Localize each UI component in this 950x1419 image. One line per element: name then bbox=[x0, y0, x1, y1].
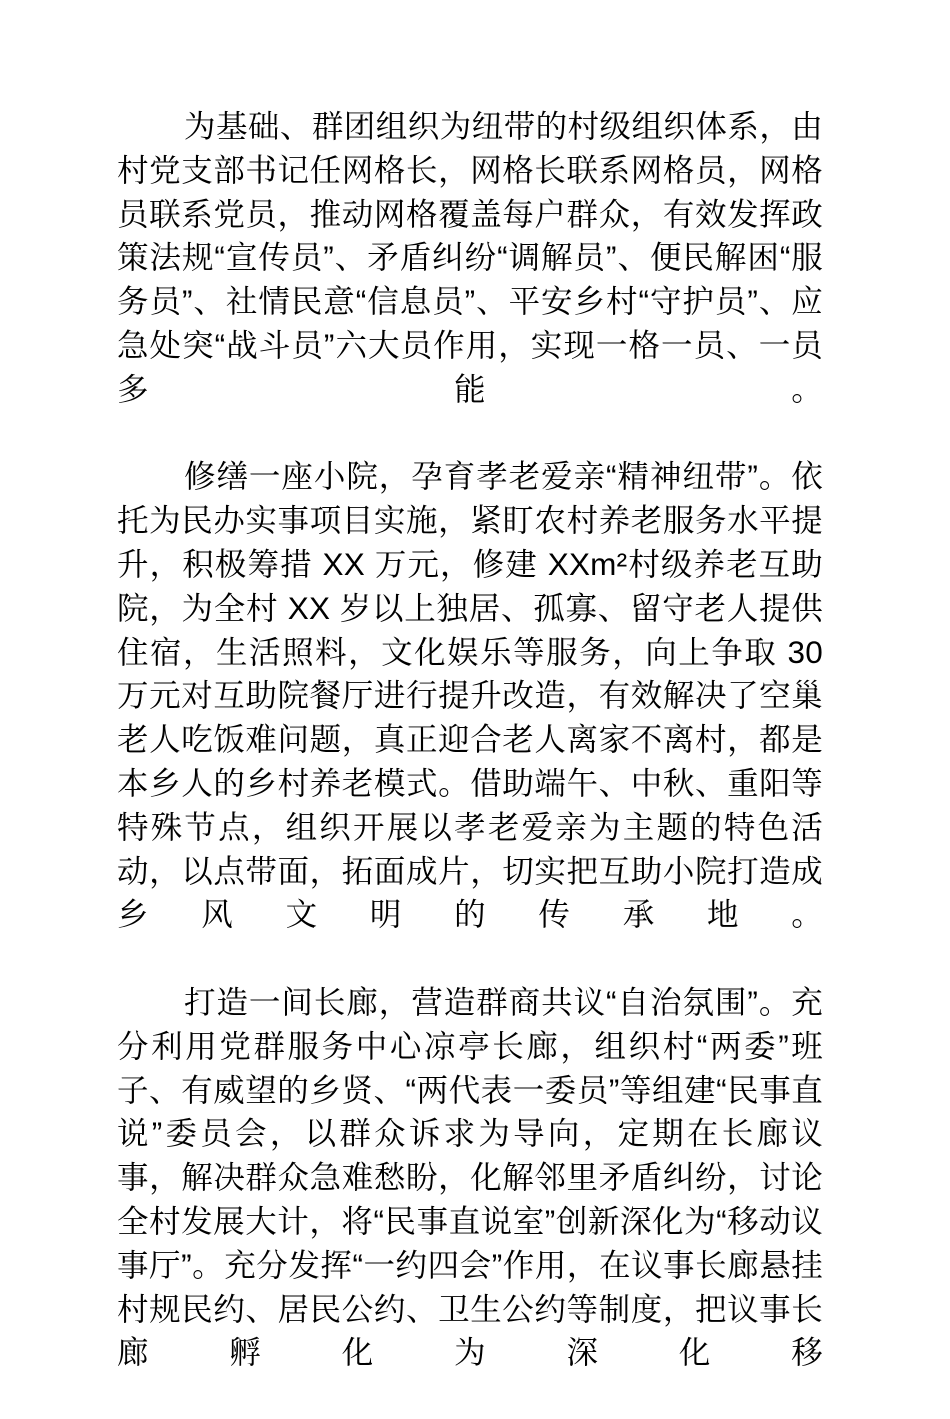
paragraph-2: 修缮一座小院，孕育孝老爱亲“精神纽带”。依托为民办实事项目实施，紧盯农村养老服务水平提升，积极筹措 XX 万元，修建 XXm²村级养老互助院，为全村 XX 岁以上独居、孤寡、留守老人提供住宿，生活照料，文化娱乐等服务，向上争取 30 万元对互助院餐厅进行提升改造，有效解决了空巢老人吃饭难问题，真正迎合老人离家不离村，都是本乡人的乡村养老模式。借助端午、中秋、重阳等特殊节点，组织开展以孝老爱亲为主题的特色活动，以点带面，拓面成片，切实把互助小院打造成乡风文明的传承地。 bbox=[117, 458, 823, 933]
paragraph-1: 为基础、群团组织为纽带的村级组织体系，由村党支部书记任网格长，网格长联系网格员，网格员联系党员，推动网格覆盖每户群众，有效发挥政策法规“宣传员”、矛盾纠纷“调解员”、便民解困“服务员”、社情民意“信息员”、平安乡村“守护员”、应急处突“战斗员”六大员作用，实现一格一员、一员多能。 bbox=[117, 108, 823, 407]
document-text-body bbox=[117, 105, 823, 1419]
paragraph-3: 打造一间长廊，营造群商共议“自治氛围”。充分利用党群服务中心凉亭长廊，组织村“两委”班子、有威望的乡贤、“两代表一委员”等组建“民事直说”委员会，以群众诉求为导向，定期在长廊议事，解决群众急难愁盼，化解邻里矛盾纠纷，讨论全村发展大计，将“民事直说室”创新深化为“移动议事厅”。充分发挥“一约四会”作用，在议事长廊悬挂村规民约、居民公约、卫生公约等制度，把议事长廊孵化为深化移 bbox=[117, 983, 823, 1371]
